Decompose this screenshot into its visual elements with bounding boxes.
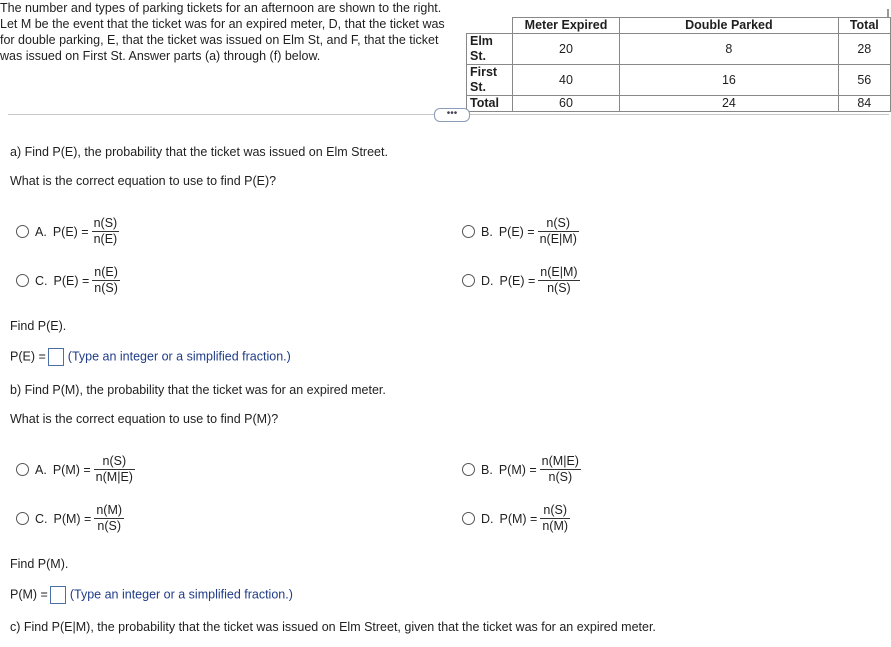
equation-lhs: P(M) = — [53, 511, 92, 526]
radio-button[interactable] — [16, 225, 29, 238]
fraction-denominator: n(M|E) — [95, 470, 133, 484]
fraction-denominator: n(E|M) — [539, 232, 577, 246]
equation-lhs: P(M) = — [498, 462, 537, 477]
table-cell: 20 — [512, 34, 619, 65]
radio-button[interactable] — [462, 512, 475, 525]
fraction-denominator: n(E) — [93, 232, 118, 246]
fraction-numerator: n(M|E) — [541, 454, 579, 468]
option-letter: A. — [35, 224, 47, 239]
part-a-answer-row — [10, 348, 291, 366]
radio-button[interactable] — [462, 225, 475, 238]
scroll-marker — [887, 9, 889, 17]
table-cell: 56 — [838, 65, 890, 96]
fraction — [94, 454, 135, 485]
fraction — [94, 503, 124, 534]
fraction-denominator: n(S) — [547, 281, 571, 295]
part-a-find: Find P(E). — [10, 319, 67, 333]
more-button[interactable]: ••• — [434, 108, 470, 122]
answer-input[interactable] — [48, 348, 64, 366]
table-cell: 16 — [620, 65, 838, 96]
option-letter: A. — [35, 462, 47, 477]
fraction-numerator: n(S) — [546, 216, 571, 230]
table-cell: 28 — [838, 34, 890, 65]
table-corner-cell — [467, 18, 513, 34]
table-header-row — [467, 18, 891, 34]
part-a-option-d[interactable] — [462, 265, 580, 296]
part-b-find: Find P(M). — [10, 557, 69, 571]
radio-button[interactable] — [16, 274, 29, 287]
part-b-option-a[interactable] — [16, 454, 135, 485]
fraction-numerator: n(S) — [93, 216, 118, 230]
option-letter: D. — [481, 511, 494, 526]
fraction-numerator: n(E) — [94, 265, 118, 279]
row-label: First St. — [467, 65, 513, 96]
table-cell: 24 — [620, 96, 838, 112]
parking-ticket-table — [466, 17, 891, 112]
fraction-numerator: n(S) — [543, 503, 568, 517]
option-letter: C. — [35, 273, 48, 288]
fraction-denominator: n(S) — [97, 519, 122, 533]
answer-label: P(M) = — [10, 587, 48, 602]
option-letter: B. — [481, 224, 493, 239]
option-letter: C. — [35, 511, 48, 526]
fraction-numerator: n(E|M) — [540, 265, 578, 279]
answer-hint: (Type an integer or a simplified fraction.) — [69, 587, 293, 602]
part-a-option-b[interactable] — [462, 216, 579, 247]
fraction — [538, 265, 579, 296]
fraction-denominator: n(S) — [94, 281, 118, 295]
part-b-answer-row — [10, 586, 293, 604]
table-header-cell: Double Parked — [620, 18, 838, 34]
radio-button[interactable] — [462, 463, 475, 476]
part-a-option-c[interactable] — [16, 265, 120, 296]
fraction — [92, 216, 120, 247]
fraction — [538, 216, 579, 247]
equation-lhs: P(M) = — [499, 511, 538, 526]
table-header-cell: Meter Expired — [512, 18, 619, 34]
fraction-denominator: n(S) — [548, 470, 573, 484]
equation-lhs: P(E) = — [53, 273, 90, 288]
table-header-cell: Total — [838, 18, 890, 34]
part-b-question: What is the correct equation to use to find P(M)? — [10, 412, 279, 426]
part-b-option-b[interactable] — [462, 454, 581, 485]
fraction-numerator: n(M) — [96, 503, 123, 517]
fraction — [92, 265, 120, 296]
part-b-option-d[interactable] — [462, 503, 570, 534]
table-row — [467, 34, 891, 65]
part-b-option-c[interactable] — [16, 503, 124, 534]
equation-lhs: P(E) = — [498, 224, 535, 239]
fraction — [540, 454, 581, 485]
table-cell: 84 — [838, 96, 890, 112]
option-letter: D. — [481, 273, 494, 288]
equation-lhs: P(E) = — [499, 273, 536, 288]
answer-input[interactable] — [50, 586, 66, 604]
radio-button[interactable] — [16, 512, 29, 525]
row-label: Total — [467, 96, 513, 112]
part-a-question: What is the correct equation to use to find P(E)? — [10, 174, 277, 188]
part-b-prompt: b) Find P(M), the probability that the ticket was for an expired meter. — [10, 383, 386, 397]
radio-button[interactable] — [462, 274, 475, 287]
option-letter: B. — [481, 462, 493, 477]
answer-hint: (Type an integer or a simplified fraction.) — [67, 349, 291, 364]
table-row — [467, 65, 891, 96]
fraction — [540, 503, 570, 534]
fraction-denominator: n(M) — [542, 519, 569, 533]
equation-lhs: P(M) = — [52, 462, 91, 477]
row-label: Elm St. — [467, 34, 513, 65]
table-cell: 8 — [620, 34, 838, 65]
problem-intro: The number and types of parking tickets for an afternoon are shown to the right. Let M be the event that the ticket was for an expired meter, D, that the ticket was for double parking, E, that the ticket was issued on Elm St, and F, that the ticket was issued on First St. Answer parts (a) through (f) below. — [0, 1, 445, 63]
table-cell: 40 — [512, 65, 619, 96]
answer-label: P(E) = — [10, 349, 46, 364]
radio-button[interactable] — [16, 463, 29, 476]
fraction-numerator: n(S) — [102, 454, 127, 468]
part-c-prompt: c) Find P(E|M), the probability that the ticket was issued on Elm Street, given that the ticket was for an expired meter. — [10, 620, 656, 634]
table-row — [467, 96, 891, 112]
part-a-option-a[interactable] — [16, 216, 119, 247]
part-a-prompt: a) Find P(E), the probability that the ticket was issued on Elm Street. — [10, 145, 388, 159]
equation-lhs: P(E) = — [52, 224, 89, 239]
table-cell: 60 — [512, 96, 619, 112]
